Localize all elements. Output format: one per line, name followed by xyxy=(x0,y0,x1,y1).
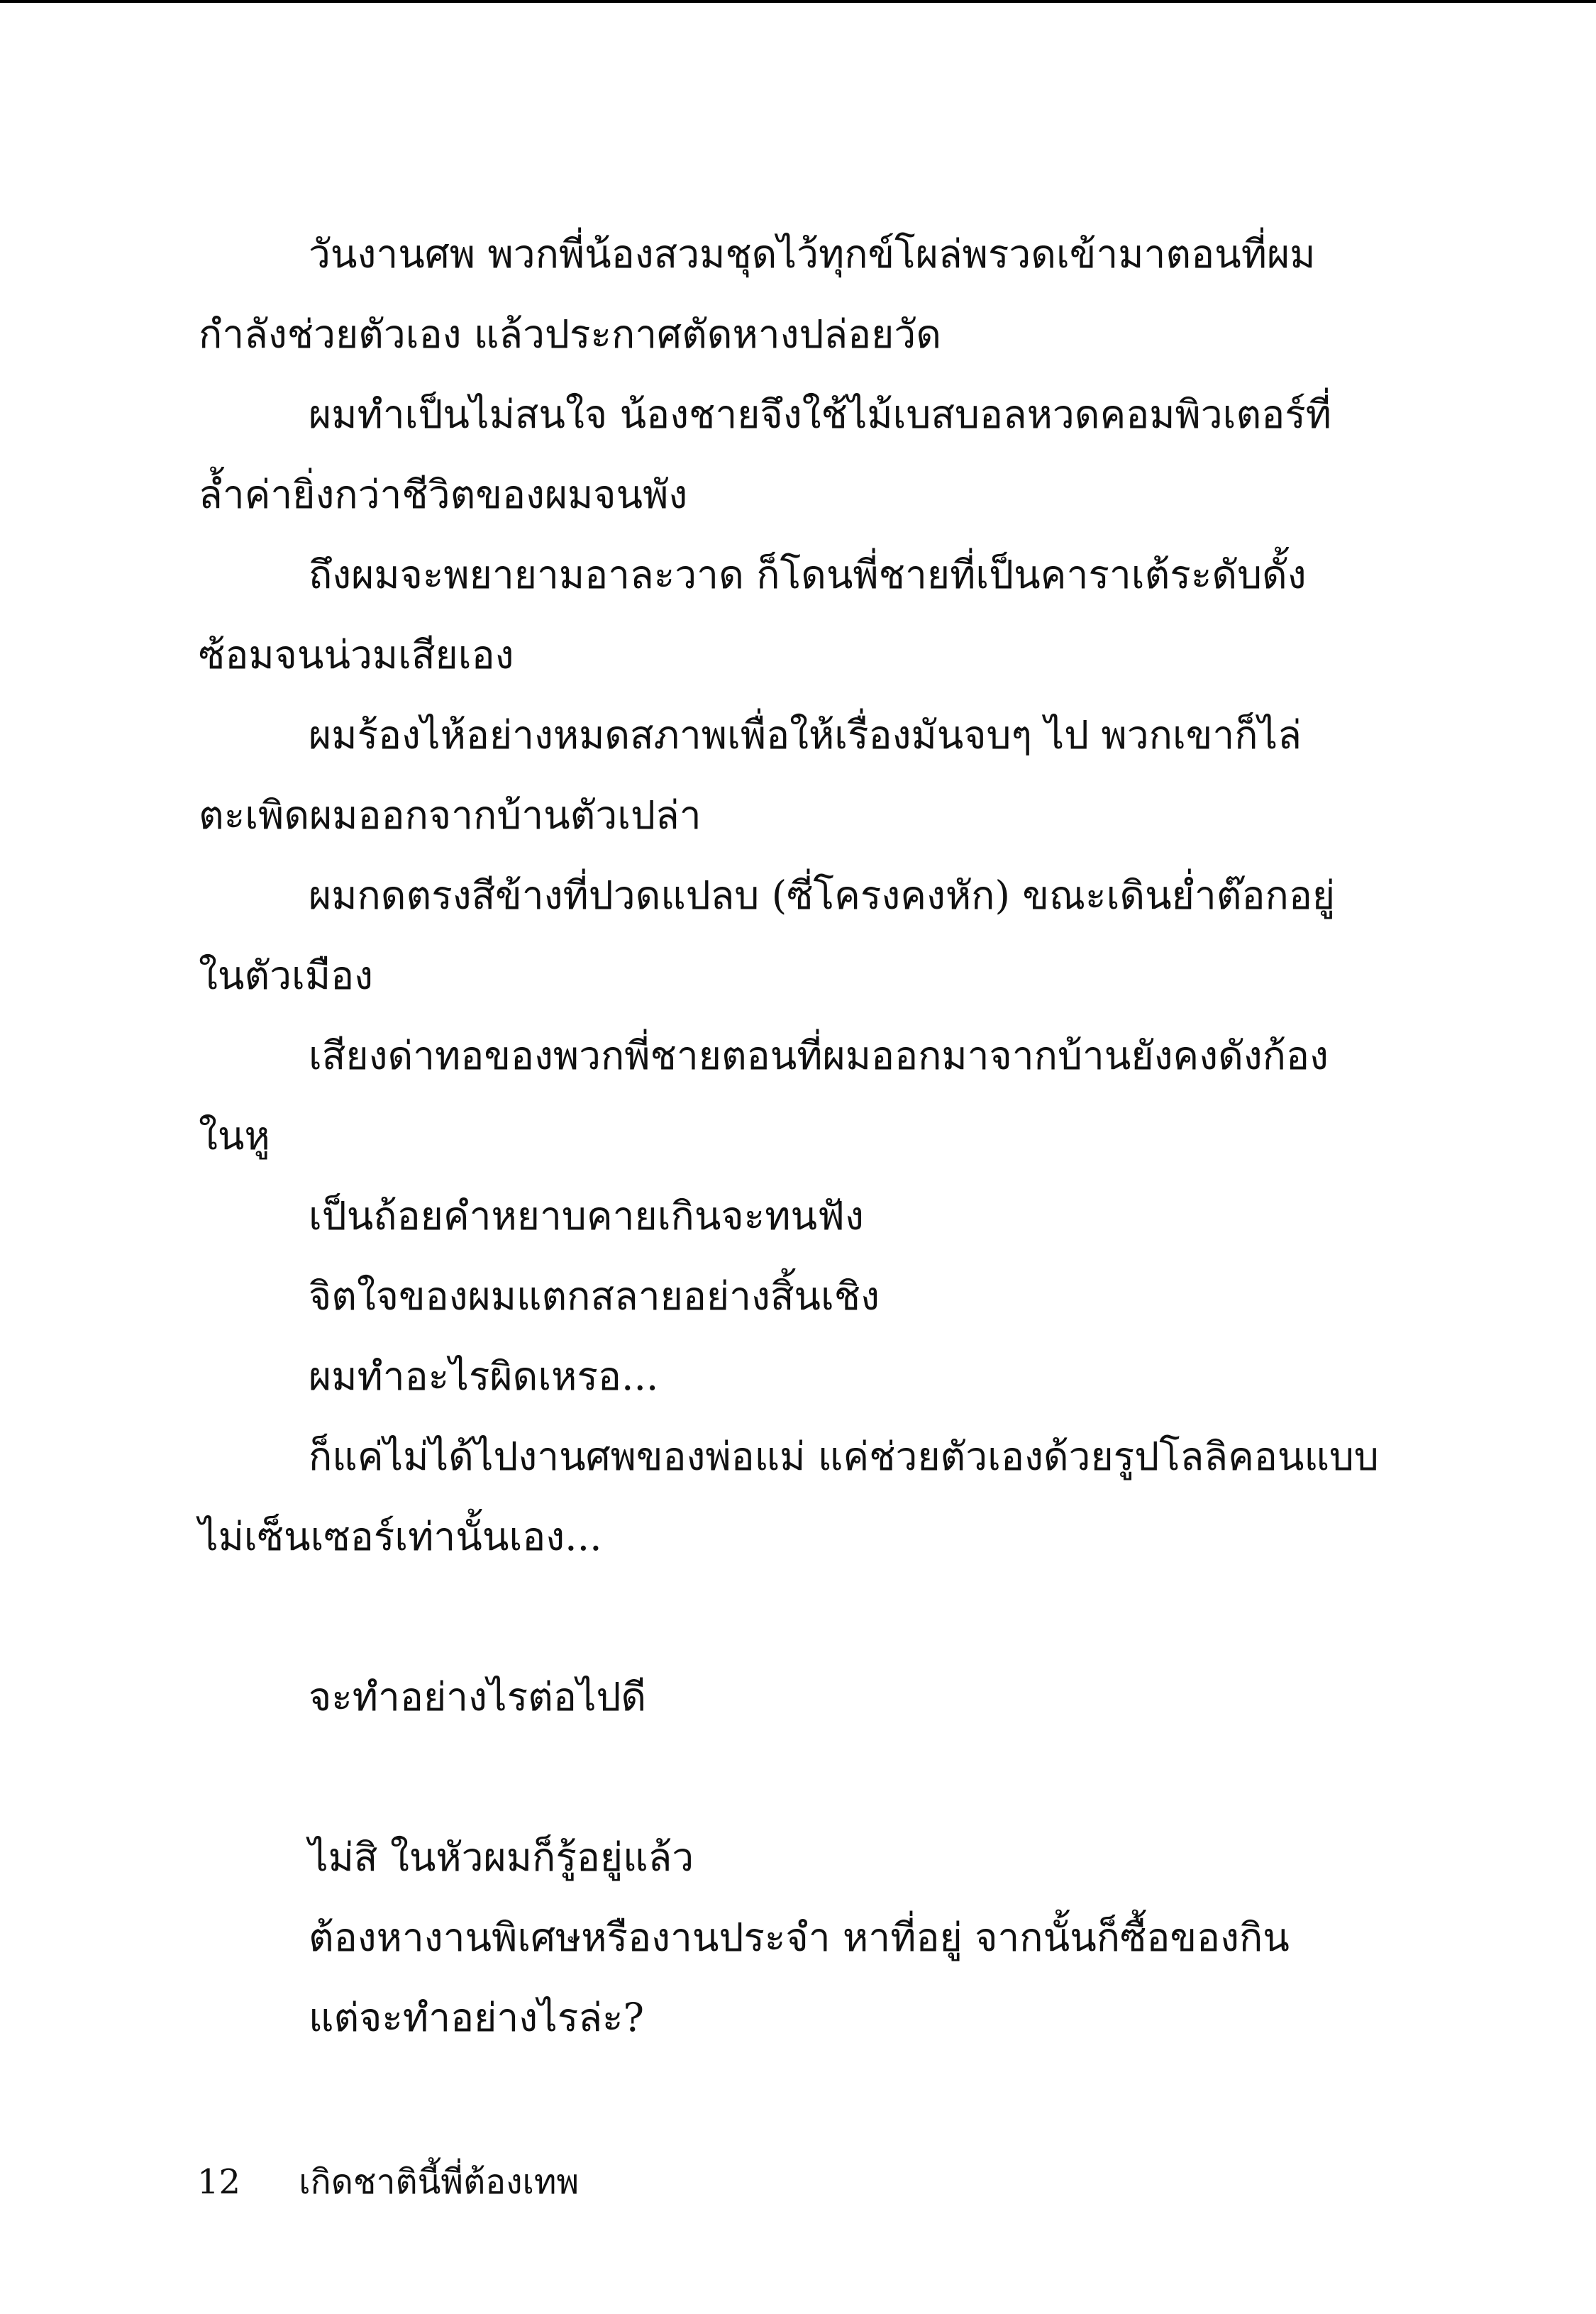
paragraph-line: เสียงด่าทอของพวกพี่ชายตอนที่ผมออกมาจากบ้านยังคงดังก้อง xyxy=(309,1033,1329,1078)
paragraph-insults xyxy=(199,1016,1329,1176)
paragraph-line: ซ้อมจนน่วมเสียเอง xyxy=(199,632,514,677)
paragraph-kicked-out xyxy=(199,695,1302,856)
paragraph-ribs xyxy=(199,856,1336,1016)
page-footer xyxy=(197,2154,579,2210)
paragraph-computer xyxy=(199,375,1332,535)
paragraph-line: ตะเพิดผมออกจากบ้านตัวเปล่า xyxy=(199,792,702,838)
paragraph-line: ไม่เซ็นเซอร์เท่านั้นเอง... xyxy=(199,1514,602,1559)
paragraph-spacer xyxy=(199,1577,1298,1657)
paragraph-line: ในหู xyxy=(199,1113,270,1158)
paragraph-what-next: จะทำอย่างไรต่อไปดี xyxy=(309,1674,647,1720)
paragraph-what-wrong: ผมทำอะไรผิดเหรอ... xyxy=(309,1353,659,1399)
paragraph-funeral xyxy=(199,214,1316,375)
book-title: เกิดชาตินี้พี่ต้องเทพ xyxy=(299,2162,580,2202)
paragraph-but-how: แต่จะทำอย่างไรล่ะ? xyxy=(309,1995,645,2040)
paragraph-rude-words: เป็นถ้อยคำหยาบคายเกินจะทนฟัง xyxy=(309,1193,864,1239)
paragraph-spacer xyxy=(199,1737,1298,1817)
paragraph-line: วันงานศพ พวกพี่น้องสวมชุดไว้ทุกข์โผล่พรวดเข้ามาตอนที่ผม xyxy=(309,231,1316,277)
paragraph-line: ผมกดตรงสีข้างที่ปวดแปลบ (ซี่โครงคงหัก) ขณะเดินย่ำต๊อกอยู่ xyxy=(309,873,1336,918)
page-number: 12 xyxy=(197,2162,241,2202)
paragraph-line: ในตัวเมือง xyxy=(199,953,373,998)
paragraph-line: กำลังช่วยตัวเอง แล้วประกาศตัดหางปล่อยวัด xyxy=(199,311,941,357)
page-body xyxy=(199,214,1379,2058)
paragraph-line: ผมทำเป็นไม่สนใจ น้องชายจึงใช้ไม้เบสบอลหวดคอมพิวเตอร์ที่ xyxy=(309,392,1332,437)
paragraph-line: ก็แค่ไม่ได้ไปงานศพของพ่อแม่ แค่ช่วยตัวเองด้วยรูปโลลิคอนแบบ xyxy=(309,1434,1379,1479)
paragraph-lolicon xyxy=(199,1417,1379,1577)
top-border-line xyxy=(0,0,1596,3)
paragraph-line: ถึงผมจะพยายามอาละวาด ก็โดนพี่ชายที่เป็นคาราเต้ระดับดั้ง xyxy=(309,552,1307,597)
paragraph-already-know: ไม่สิ ในหัวผมก็รู้อยู่แล้ว xyxy=(309,1834,694,1880)
paragraph-line: ล้ำค่ายิ่งกว่าชีวิตของผมจนพัง xyxy=(199,472,688,517)
paragraph-line: ผมร้องไห้อย่างหมดสภาพเพื่อให้เรื่องมันจบๆ ไป พวกเขาก็ไล่ xyxy=(309,712,1302,758)
paragraph-find-job: ต้องหางานพิเศษหรืองานประจำ หาที่อยู่ จากนั้นก็ซื้อของกิน xyxy=(309,1915,1290,1960)
paragraph-heart-broken: จิตใจของผมแตกสลายอย่างสิ้นเชิง xyxy=(309,1273,880,1319)
paragraph-karate xyxy=(199,535,1307,695)
